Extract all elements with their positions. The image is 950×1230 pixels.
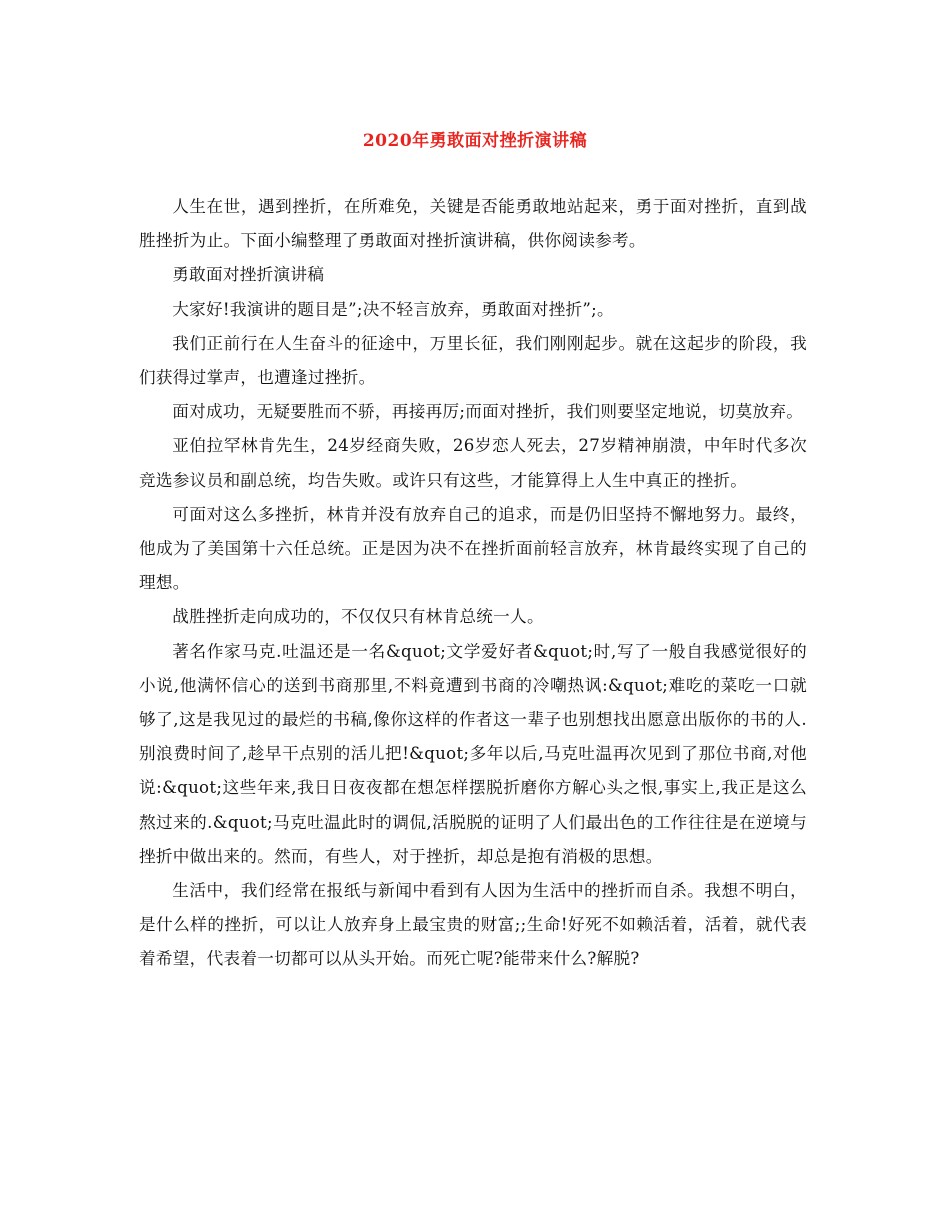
paragraph: 战胜挫折走向成功的，不仅仅只有林肯总统一人。 [172,607,544,627]
paragraph: 勇敢面对挫折演讲稿 [172,265,325,285]
paragraph: 生活中，我们经常在报纸与新闻中看到有人因为生活中的挫折而自杀。我想不明白，是什么样的挫折，可以让人放弃身上最宝贵的财富;;生命!好死不如赖活着，活着，就代表着希望，代表着一切都可以从头开始。而死亡呢?能带来什么?解脱? [139,881,807,969]
paragraph: 面对成功，无疑要胜而不骄，再接再厉;而面对挫折，我们则要坚定地说，切莫放弃。 [172,402,804,422]
paragraph: 大家好!我演讲的题目是”;决不轻言放弃，勇敢面对挫折”;。 [172,299,614,319]
document-body [139,190,807,977]
paragraph: 亚伯拉罕林肯先生，24岁经商失败，26岁恋人死去，27岁精神崩溃，中年时代多次竞选参议员和副总统，均告失败。或许只有这些，才能算得上人生中真正的挫折。 [139,436,807,490]
paragraph: 著名作家马克.吐温还是一名&quot;文学爱好者&quot;时,写了一般自我感觉很好的小说,他满怀信心的送到书商那里,不料竟遭到书商的冷嘲热讽:&quot;难吃的菜吃一口就够了,这是我见过的最烂的书稿,像你这样的作者这一辈子也别想找出愿意出版你的书的人.别浪费时间了,趁早干点别的活儿把!&quot;多年以后,马克吐温再次见到了那位书商,对他说:&quot;这些年来,我日日夜夜都在想怎样摆脱折磨你方解心头之恨,事实上,我正是这么熬过来的.&quot;马克吐温此时的调侃,活脱脱的证明了人们最出色的工作往往是在逆境与挫折中做出来的。然而，有些人，对于挫折，却总是抱有消极的思想。 [139,641,807,866]
document-title: 2020年勇敢面对挫折演讲稿 [362,131,588,151]
paragraph: 我们正前行在人生奋斗的征途中，万里长征，我们刚刚起步。就在这起步的阶段，我们获得过掌声，也遭逢过挫折。 [139,333,807,388]
paragraph: 可面对这么多挫折，林肯并没有放弃自己的追求，而是仍旧坚持不懈地努力。最终，他成为了美国第十六任总统。正是因为决不在挫折面前轻言放弃，林肯最终实现了自己的理想。 [139,504,807,593]
paragraph: 人生在世，遇到挫折，在所难免，关键是否能勇敢地站起来，勇于面对挫折，直到战胜挫折为止。下面小编整理了勇敢面对挫折演讲稿，供你阅读参考。 [139,197,807,251]
